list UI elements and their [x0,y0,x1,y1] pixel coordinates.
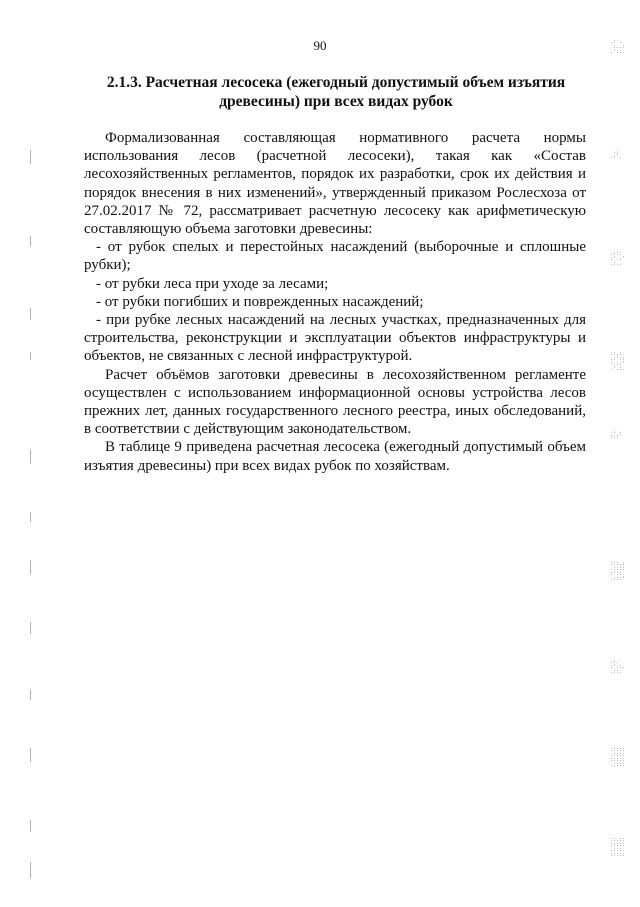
scan-margin-mark [30,690,31,700]
scan-margin-mark [30,560,31,574]
scan-edge-noise: .::: :'.:' .:.. [610,252,626,267]
scan-edge-noise: .:'. :..: .'::. [610,40,626,55]
paragraph-table-reference: В таблице 9 приведена расчетная лесосека (ежегодный допустимый объем изъятия древесины) при всех видах рубок по хозяйствам. [84,439,586,474]
list-item: - от рубок спелых и перестойных насаждений (выборочные и сплошные рубки); [84,239,586,274]
scan-margin-mark [30,352,31,360]
section-heading-line-1: 2.1.3. Расчетная лесосека (ежегодный допустимый объем изъятия [106,74,566,91]
section-heading [86,73,586,111]
scan-edge-noise: '.: .:'. [610,150,623,160]
scan-margin-mark [30,236,31,246]
scan-edge-noise: ::.:. .:':: :.::' .'.:. [610,352,626,372]
scan-edge-noise: ::.:: ::::: .:::. ::::: [610,838,626,858]
scan-edge-noise: .:.' :'.:. .::. [610,660,626,675]
list-item: - при рубке лесных насаждений на лесных участках, предназначенных для строительства, реконструкции и эксплуатации объектов инфраструктуры и объектов, не связанных с лесной инфраструктурой. [84,312,586,365]
scan-margin-mark [30,748,31,762]
page-number: 90 [313,38,327,53]
list-item: - от рубки леса при уходе за лесами; [96,275,329,292]
paragraph-calculation: Расчет объёмов заготовки древесины в лесохозяйственном регламенте осуществлен с использованием информационной основы устройства лесов прежних лет, данных государственного лесного реестра, иных обследований, в соответствии с действующим законодательством. [84,366,586,438]
scan-margin-mark [30,450,31,464]
scan-edge-noise: ::::: .:::: :::.: .:::: [610,748,626,768]
scan-margin-mark [30,512,31,522]
scan-edge-noise: :::.: .:::: :'::. .:::' [610,562,626,582]
scan-margin-mark [30,622,31,634]
scan-margin-mark [30,308,31,320]
scan-margin-mark [30,820,31,832]
list-item: - от рубки погибших и поврежденных насаждений; [96,293,424,310]
document-body [84,129,586,475]
paragraph-intro: Формализованная составляющая нормативного расчета нормы использования лесов (расчетной лесосеки), такая как «Состав лесохозяйственных регламентов, порядок их разработки, срок их действия и порядок внесения в них изменений», утвержденный приказом Рослесхоза от 27.02.2017 № 72, рассматривает расчетную лесосеку как арифметическую составляющую объема заготовки древесины: [84,130,586,238]
scan-edge-noise: .:'. :.:' [610,430,623,440]
scan-margin-mark [30,150,31,164]
section-heading-line-2: древесины) при всех видах рубок [219,93,453,110]
scan-margin-mark [30,862,31,878]
